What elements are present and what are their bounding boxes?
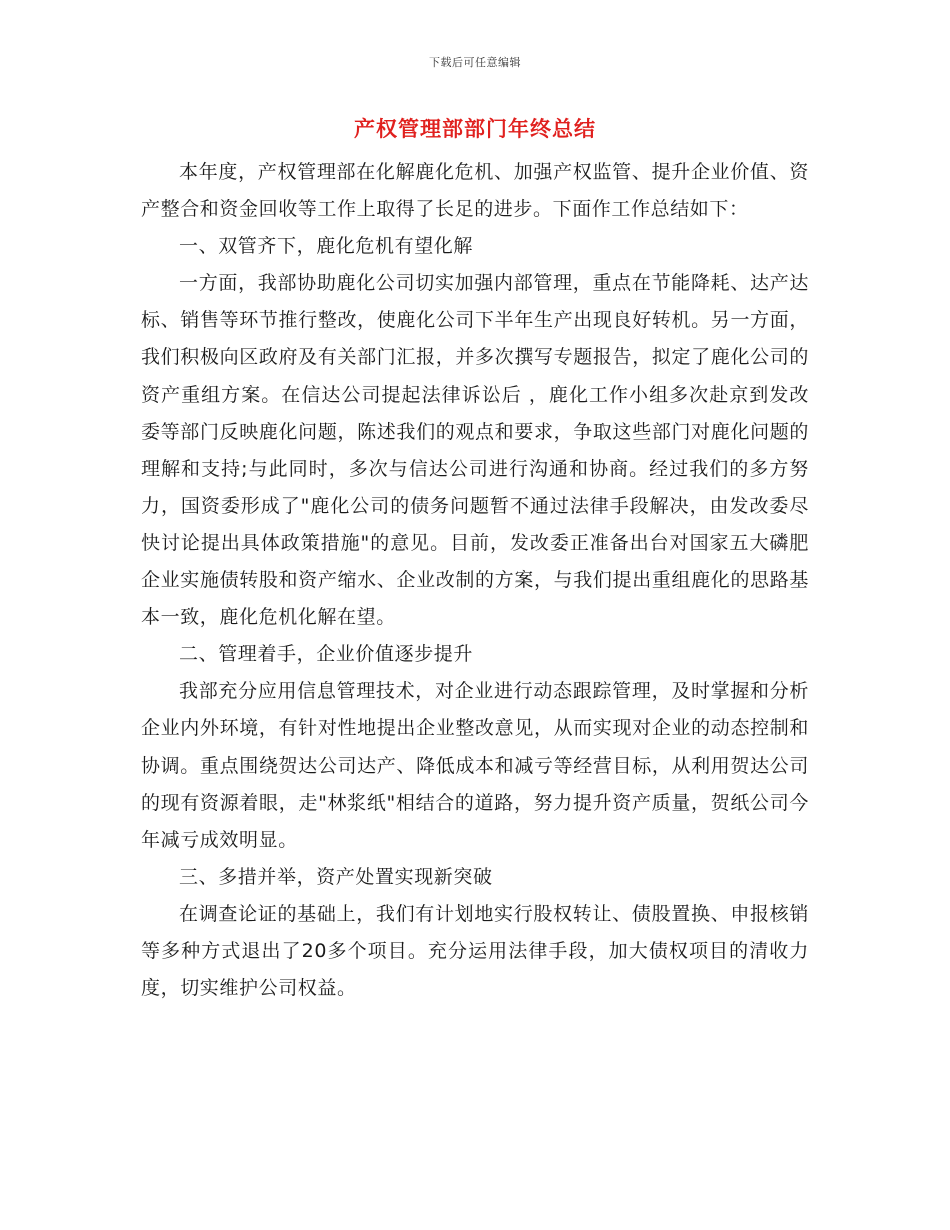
intro-paragraph: 本年度，产权管理部在化解鹿化危机、加强产权监管、提升企业价值、资产整合和资金回收等工作上取得了长足的进步。下面作工作总结如下： [141,161,809,221]
document-title: 产权管理部部门年终总结 [354,117,596,141]
section-heading-3: 三、多措并举，资产处置实现新突破 [179,865,493,888]
section-paragraph-2: 我部充分应用信息管理技术，对企业进行动态跟踪管理，及时掌握和分析企业内外环境，有针对性地提出企业整改意见，从而实现对企业的动态控制和协调。重点围绕贺达公司达产、降低成本和减亏等经营目标，从利用贺达公司的现有资源着眼，走"林浆纸"相结合的道路，努力提升资产质量，贺纸公司今年减亏成效明显。 [141,680,809,851]
section-heading-1: 一、双管齐下，鹿化危机有望化解 [179,235,474,258]
document-body [141,154,809,1007]
section-heading-2: 二、管理着手，企业价值逐步提升 [179,643,474,666]
section-paragraph-1: 一方面，我部协助鹿化公司切实加强内部管理，重点在节能降耗、达产达标、销售等环节推行整改，使鹿化公司下半年生产出现良好转机。另一方面，我们积极向区政府及有关部门汇报，并多次撰写专题报告，拟定了鹿化公司的资产重组方案。在信达公司提起法律诉讼后 ，鹿化工作小组多次赴京到发改委等部门反映鹿化问题，陈述我们的观点和要求，争取这些部门对鹿化问题的理解和支持;与此同时，多次与信达公司进行沟通和协商。经过我们的多方努力，国资委形成了"鹿化公司的债务问题暂不通过法律手段解决，由发改委尽快讨论提出具体政策措施"的意见。目前，发改委正准备出台对国家五大磷肥企业实施债转股和资产缩水、企业改制的方案，与我们提出重组鹿化的思路基本一致，鹿化危机化解在望。 [141,272,809,629]
header-note: 下载后可任意编辑 [429,56,521,69]
section-paragraph-3: 在调查论证的基础上，我们有计划地实行股权转让、债股置换、申报核销等多种方式退出了20多个项目。充分运用法律手段，加大债权项目的清收力度，切实维护公司权益。 [141,902,809,1000]
